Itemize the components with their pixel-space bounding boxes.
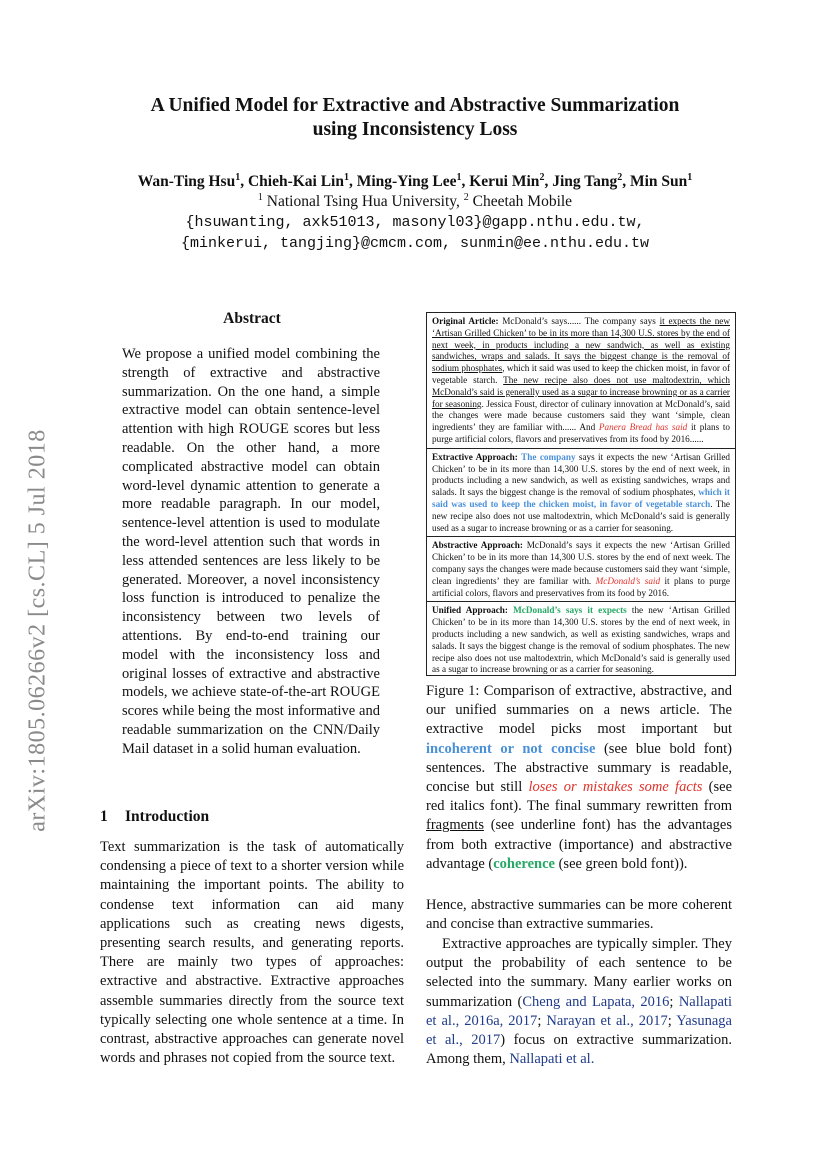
affiliation-1: National Tsing Hua University,: [266, 193, 460, 210]
citation-link[interactable]: Narayan et al., 2017: [546, 1012, 668, 1029]
citation-link[interactable]: Nallapati et al.: [509, 1051, 595, 1068]
paragraph-text: ;: [667, 1012, 677, 1029]
title-line-2: using Inconsistency Loss: [312, 119, 518, 140]
caption-blue-fragment: incoherent or not concise: [426, 740, 596, 757]
blue-bold-fragment: The company: [521, 451, 576, 462]
panel-label: Original Article:: [432, 316, 499, 326]
paper-title: [100, 94, 730, 142]
panel-text: . The new recipe also does not use maltodextrin, which McDonald’s said is generally used as a sugar to increase browning or as a carrier for seasoning.: [432, 498, 731, 533]
abstract-heading: Abstract: [223, 310, 281, 327]
blue-bold-fragment: which it said was used to keep the chicken moist, in favor of vegetable starch: [432, 487, 730, 509]
panel-original-article: [427, 313, 735, 448]
author: Kerui Min: [469, 173, 540, 190]
panel-label: Unified Approach:: [432, 605, 508, 616]
paragraph-text: Extractive approaches are typically simpler. They output the probability of each sentence to be selected into the summary. Many earlier works on summarization (: [426, 936, 732, 1010]
affil-mark: 2: [463, 191, 469, 203]
caption-red-fragment: loses or mistakes some facts: [528, 779, 703, 796]
panel-text: the new ‘Artisan Grilled Chicken’ to be in its more than 14,300 U.S. stores by the end of next week, in products including a new sandwich, as well as existing sandwiches, wraps and salads. It says the biggest change is the removal of sodium phosphates. The new recipe also does not use maltodextrin, which McDonald’s said is generally used as a sugar to increase browning or as a carrier for seasoning.: [432, 605, 730, 675]
figure-1: [426, 312, 736, 676]
abstract-text: We propose a unified model combining the strength of extractive and abstractive summarization. On the one hand, a simple extractive model can obtain sentence-level attention with high ROUGE scores but less readable. On the other hand, a more complicated abstractive model can obtain word-level dynamic attention to generate a more readable paragraph. In our model, sentence-level attention is used to modulate the word-level attention such that words in less attended sentences are less likely to be generated. Moreover, a novel inconsistency loss function is introduced to penalize the inconsistency between two levels of attentions. By end-to-end training our model with the inconsistency loss and original losses of extractive and abstractive models, we achieve state-of-the-art ROUGE scores while being the most informative and readable summarization on the CNN/Daily Mail dataset in a solid human evaluation.: [122, 346, 380, 757]
caption-underline-fragment: fragments: [426, 817, 484, 834]
caption-text: (see blue bold font) sentences. The abstractive summary is readable, concise but still: [426, 740, 732, 796]
author: Jing Tang: [552, 173, 618, 190]
caption-text: (see underline font) has the advantages from both extractive (importance) and abstractive advantage (: [426, 817, 732, 872]
panel-text: it plans to purge artificial colors, flavors and preservatives from its food by 2016.: [432, 575, 731, 598]
underlined-fragment: The new recipe also does not use maltodextrin, which McDonald’s said is generally used as a sugar to increase browning or as a carrier for seasoning: [432, 374, 730, 409]
author: Wan-Ting Hsu: [137, 173, 236, 190]
figure-caption: [426, 682, 732, 874]
underlined-fragment: it expects the new ‘Artisan Grilled Chicken’ to be in its more than 14,300 U.S. stores by the end of next week, in products including a new sandwich, as well as existing sandwiches, wraps and salads. It says the biggest change is the removal of sodium phosphates: [432, 316, 730, 374]
panel-label: Extractive Approach:: [432, 451, 518, 462]
panel-text: it plans to purge artificial colors, flavors and preservatives from its food by 2016......: [432, 422, 730, 444]
affiliations: [100, 192, 730, 212]
citation-link[interactable]: Nallapati et al., 2016a, 2017: [426, 993, 732, 1029]
body-paragraph: Hence, abstractive summaries can be more coherent and concise than extractive summaries.: [426, 897, 732, 933]
author-list: Wan-Ting Hsu$^1$, Chieh-Kai Lin$^1$, Ming-Ying Lee$^1$, Kerui Min$^2$, Jing Tang$^2$, Min Sun$^1$: [137, 171, 693, 190]
panel-text: McDonald’s says...... The company says: [498, 316, 660, 326]
title-line-1: A Unified Model for Extractive and Abstractive Summarization: [150, 95, 680, 116]
author: Chieh-Kai Lin: [247, 173, 344, 190]
email-line-1: {hsuwanting, axk51013, masonyl03}@gapp.nthu.edu.tw,: [185, 214, 645, 231]
panel-text: says it expects the new ‘Artisan Grilled Chicken’ to be in its more than 14,300 U.S. stores by the end of next week, in products including a new sandwich, as well as existing sandwiches, wraps and salads. It says the biggest change is the removal of sodium phosphates,: [432, 451, 730, 498]
email-line-2: {minkerui, tangjing}@cmcm.com, sunmin@ee.nthu.edu.tw: [180, 235, 650, 252]
section-number: 1: [100, 808, 108, 825]
author-affil-mark: 1: [456, 171, 462, 183]
body-paragraph: [426, 935, 732, 1069]
panel-text: McDonald’s says it expects the new ‘Artisan Grilled Chicken’ to be in its more than 14,300 U.S. stores by the end of next week. The company says the changes were made because customers said they want ‘simple, clean ingredients’ they are familiar with.: [432, 540, 730, 586]
section-title: Introduction: [125, 808, 210, 825]
panel-unified: [427, 601, 735, 678]
caption-text: (see red italics font). The final summary rewritten from: [426, 779, 732, 815]
caption-text: (see green bold font)).: [554, 855, 688, 872]
panel-text: . Jessica Foust, director of culinary innovation at McDonald’s, said the changes were made because customers said they want ‘simple, clean ingredients’ they are familiar with...... And: [432, 398, 730, 433]
arxiv-id: arXiv:1805.06266v2 [cs.CL] 5 Jul 2018: [24, 428, 51, 832]
caption-green-fragment: coherence: [493, 855, 555, 872]
caption-text: Figure 1: Comparison of extractive, abstractive, and our unified summaries on a news article. The extractive model picks most important but: [426, 683, 732, 738]
author-affil-mark: 2: [617, 171, 623, 183]
author-affil-mark: 1: [344, 171, 349, 183]
red-italic-fragment: McDonald’s said: [595, 575, 661, 586]
citation-link[interactable]: Yasunaga et al., 2017: [426, 1012, 732, 1049]
section-heading: [100, 808, 400, 826]
panel-abstractive: [427, 536, 735, 601]
paragraph-text: ;: [537, 1012, 547, 1029]
arxiv-stamp: [18, 380, 58, 880]
author-affil-mark: 1: [235, 171, 241, 183]
author-emails: [100, 212, 730, 254]
affil-mark: 1: [257, 191, 263, 203]
author: Min Sun: [630, 173, 688, 190]
author: Ming-Ying Lee: [356, 173, 457, 190]
author-affil-mark: 1: [687, 171, 693, 183]
author-affil-mark: 2: [539, 171, 545, 183]
green-bold-fragment: McDonald’s says it expects: [513, 605, 627, 616]
intro-paragraph: Text summarization is the task of automatically condensing a piece of text to a shorter version while maintaining the important points. The ability to condense text information can aid many applications such as creating news digests, presenting search results, and generating reports. There are mainly two types of approaches: extractive and abstractive. Extractive approaches assemble summaries directly from the source text typically selecting one whole sentence at a time. In contrast, abstractive approaches can generate novel words and phrases not copied from the source text.: [100, 839, 404, 1067]
paragraph-text: ;: [669, 993, 679, 1010]
panel-text: , which it said was used to keep the chicken moist, in favor of vegetable starch.: [432, 363, 731, 385]
panel-extractive: [427, 448, 735, 537]
affiliation-2: Cheetah Mobile: [472, 193, 573, 210]
paragraph-text: ) focus on extractive summarization. Among them,: [426, 1032, 732, 1068]
panel-label: Abstractive Approach:: [432, 540, 523, 551]
red-italic-fragment: Panera Bread has said: [598, 422, 688, 433]
citation-link[interactable]: Cheng and Lapata, 2016: [522, 993, 670, 1010]
